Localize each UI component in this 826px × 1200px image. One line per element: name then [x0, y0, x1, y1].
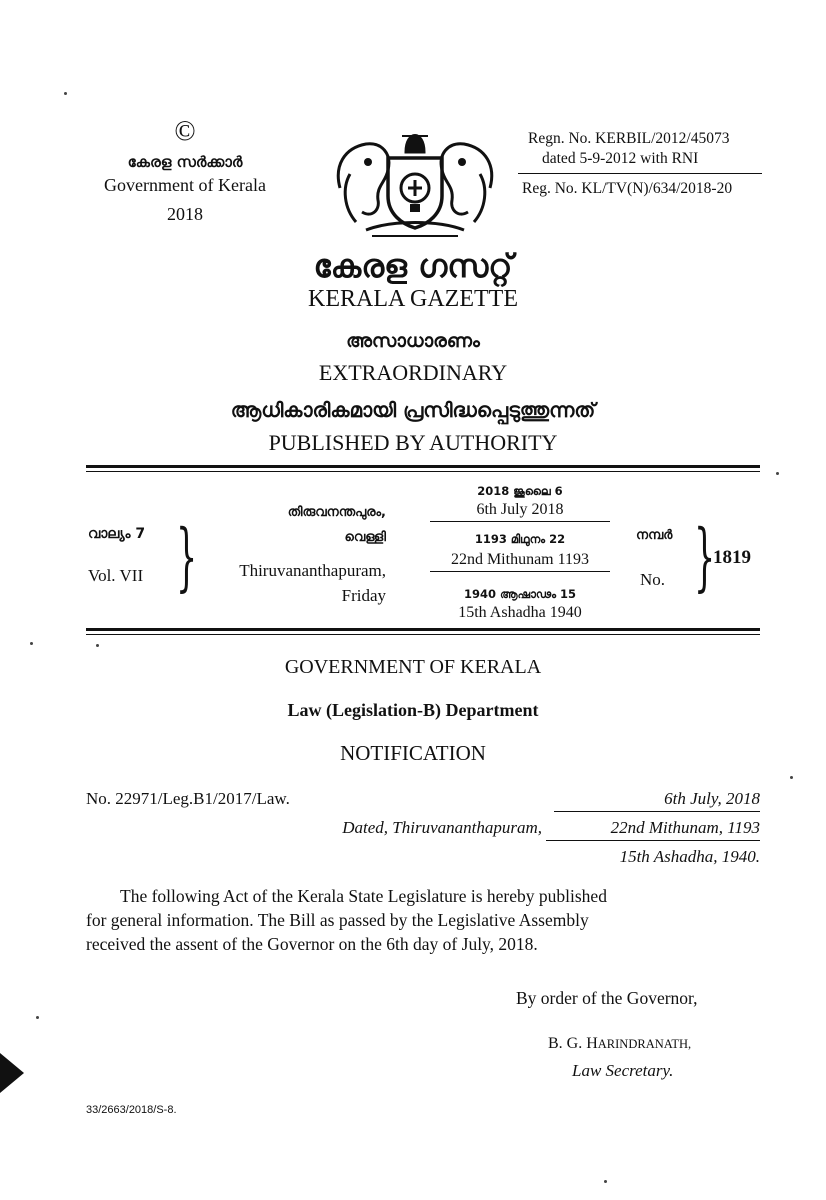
gregorian-date-malayalam: 2018 ജൂലൈ 6: [477, 484, 563, 498]
day: Friday: [341, 586, 386, 605]
notification-date-gregorian: 6th July, 2018: [554, 789, 760, 812]
gregorian-date: 6th July 2018: [430, 501, 610, 522]
speck-mark: [604, 1180, 607, 1183]
speck-mark: [776, 472, 779, 475]
saka-date: 15th Ashadha 1940: [458, 604, 582, 621]
speck-mark: [36, 1016, 39, 1019]
gazette-title: KERALA GAZETTE: [308, 286, 518, 312]
volume-brace-icon: }: [176, 514, 198, 600]
place: Thiruvananthapuram,: [239, 561, 386, 580]
published-by-authority-malayalam: ആധികാരികമായി പ്രസിദ്ധപ്പെടുത്തുന്നത്: [230, 398, 596, 422]
masthead-rule-thick: [86, 465, 760, 468]
registration-date: dated 5-9-2012 with RNI: [542, 150, 699, 167]
body-paragraph-line-1: The following Act of the Kerala State Legislature is hereby published: [120, 886, 607, 906]
government-label-malayalam: കേരള സർക്കാർ: [127, 153, 243, 171]
notification-date-saka: 15th Ashadha, 1940.: [619, 847, 760, 866]
edition-type-malayalam: അസാധാരണം: [346, 330, 480, 352]
notification-heading: NOTIFICATION: [340, 741, 486, 765]
speck-mark: [790, 776, 793, 779]
malayalam-era-date: 22nd Mithunam 1193: [430, 551, 610, 572]
day-malayalam: വെള്ളി: [344, 530, 386, 545]
by-order-line: By order of the Governor,: [516, 988, 698, 1008]
government-heading: GOVERNMENT OF KERALA: [284, 656, 542, 678]
department-heading: Law (Legislation-B) Department: [287, 700, 539, 720]
registration-rule: [518, 173, 762, 174]
number-brace-icon: }: [694, 514, 716, 600]
kerala-emblem-icon: [332, 118, 498, 240]
number-label-malayalam: നമ്പർ: [636, 528, 673, 543]
copyright-symbol: ©: [174, 116, 196, 147]
issue-rule-thin: [86, 634, 760, 635]
signatory-name: [548, 1035, 788, 1053]
masthead-rule-thin: [86, 471, 760, 472]
signatory-designation: Law Secretary.: [572, 1061, 674, 1080]
issue-rule-thick: [86, 628, 760, 631]
footer-code: 33/2663/2018/S-8.: [86, 1104, 177, 1116]
gazette-title-malayalam: കേരള ഗസറ്റ്: [313, 247, 513, 285]
dated-label: Dated, Thiruvananthapuram,: [342, 818, 542, 837]
government-label: Government of Kerala: [104, 175, 266, 195]
signatory-surname: ARINDRANATH,: [597, 1037, 692, 1051]
edition-type: EXTRAORDINARY: [318, 360, 508, 385]
registration-number: Regn. No. KERBIL/2012/45073: [528, 130, 730, 147]
published-by-authority: PUBLISHED BY AUTHORITY: [268, 430, 558, 455]
signatory-initials: B. G. H: [548, 1035, 598, 1052]
volume-label-malayalam: വാല്യം 7: [88, 526, 146, 542]
number-label: No.: [640, 570, 666, 589]
body-paragraph-line-2: for general information. The Bill as passed by the Legislative Assembly: [86, 910, 589, 930]
gazette-number: 1819: [713, 547, 751, 568]
notification-number: No. 22971/Leg.B1/2017/Law.: [86, 789, 290, 808]
speck-mark: [96, 644, 99, 647]
rni-registration: Reg. No. KL/TV(N)/634/2018-20: [522, 180, 733, 197]
volume-label: Vol. VII: [88, 566, 144, 585]
punch-mark-icon: [0, 1053, 26, 1093]
place-malayalam: തിരുവനന്തപുരം,: [287, 505, 386, 520]
malayalam-era-date-malayalam: 1193 മിഥുനം 22: [474, 532, 566, 546]
speck-mark: [64, 92, 67, 95]
notification-date-malayalam-era: 22nd Mithunam, 1193: [546, 818, 760, 841]
speck-mark: [30, 642, 33, 645]
body-paragraph-line-3: received the assent of the Governor on the 6th day of July, 2018.: [86, 934, 538, 954]
saka-date-malayalam: 1940 ആഷാഢം 15: [463, 587, 577, 601]
government-year: 2018: [167, 204, 203, 224]
